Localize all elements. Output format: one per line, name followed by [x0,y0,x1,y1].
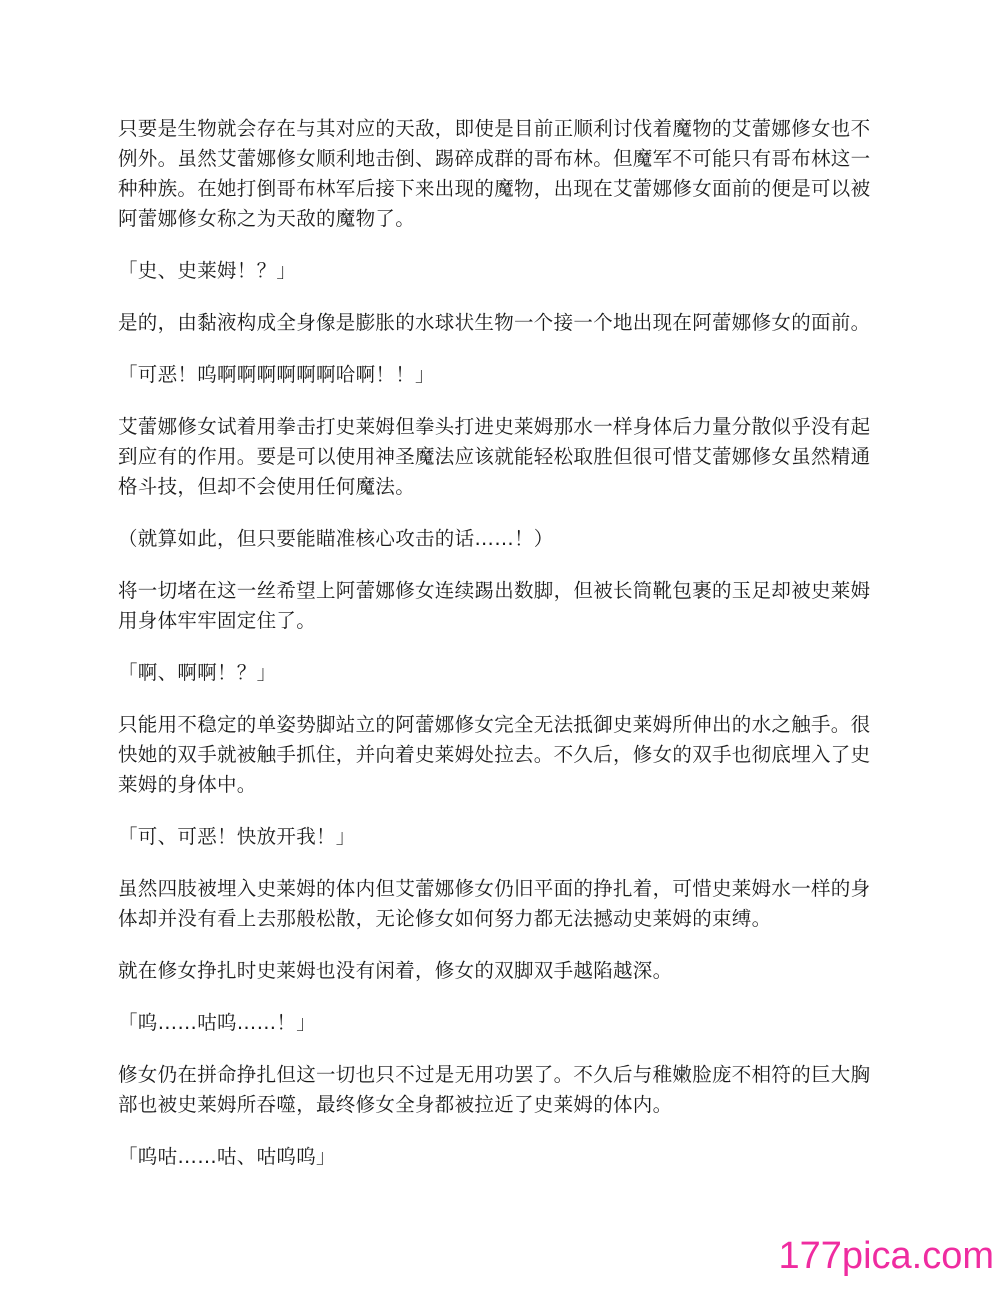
dialogue-line: 「呜……咕呜……！」 [118,1011,316,1034]
narration-paragraph: 只能用不稳定的单姿势脚站立的阿蕾娜修女完全无法抵御史莱姆所伸出的水之触手。很快她的双手就被触手抓住，并向着史莱姆处拉去。不久后，修女的双手也彻底埋入了史莱姆的身体中。 [118,713,871,796]
narration-paragraph: 修女仍在拼命挣扎但这一切也只不过是无用功罢了。不久后与稚嫩脸庞不相符的巨大胸部也被史莱姆所吞噬，最终修女全身都被拉近了史莱姆的体内。 [118,1063,871,1116]
dialogue-line: 「呜咕……咕、咕呜呜」 [118,1145,336,1168]
narration-paragraph: 虽然四肢被埋入史莱姆的体内但艾蕾娜修女仍旧平面的挣扎着，可惜史莱姆水一样的身体却并没有看上去那般松散，无论修女如何努力都无法撼动史莱姆的束缚。 [118,877,871,930]
narration-paragraph: 将一切堵在这一丝希望上阿蕾娜修女连续踢出数脚，但被长筒靴包裹的玉足却被史莱姆用身体牢牢固定住了。 [118,579,871,632]
site-watermark: 177pica.com [778,1235,994,1277]
dialogue-line: 「可恶！呜啊啊啊啊啊啊哈啊！！」 [118,363,435,386]
dialogue-line: 「史、史莱姆！？」 [118,259,297,282]
narration-paragraph: 就在修女挣扎时史莱姆也没有闲着，修女的双脚双手越陷越深。 [118,959,673,982]
narration-paragraph: 只要是生物就会存在与其对应的天敌，即使是目前正顺利讨伐着魔物的艾蕾娜修女也不例外。虽然艾蕾娜修女顺利地击倒、踢碎成群的哥布林。但魔军不可能只有哥布林这一种种族。在她打倒哥布林军后接下来出现的魔物，出现在艾蕾娜修女面前的便是可以被阿蕾娜修女称之为天敌的魔物了。 [118,117,871,230]
narration-paragraph: 艾蕾娜修女试着用拳击打史莱姆但拳头打进史莱姆那水一样身体后力量分散似乎没有起到应有的作用。要是可以使用神圣魔法应该就能轻松取胜但很可惜艾蕾娜修女虽然精通格斗技，但却不会使用任何魔法。 [118,415,871,498]
dialogue-line: 「可、可恶！快放开我！」 [118,825,356,848]
narration-paragraph: 是的，由黏液构成全身像是膨胀的水球状生物一个接一个地出现在阿蕾娜修女的面前。 [118,311,871,334]
inner-thought-line: （就算如此，但只要能瞄准核心攻击的话……！） [118,527,554,550]
story-text-body [118,114,888,1194]
dialogue-line: 「啊、啊啊！？」 [118,661,277,684]
